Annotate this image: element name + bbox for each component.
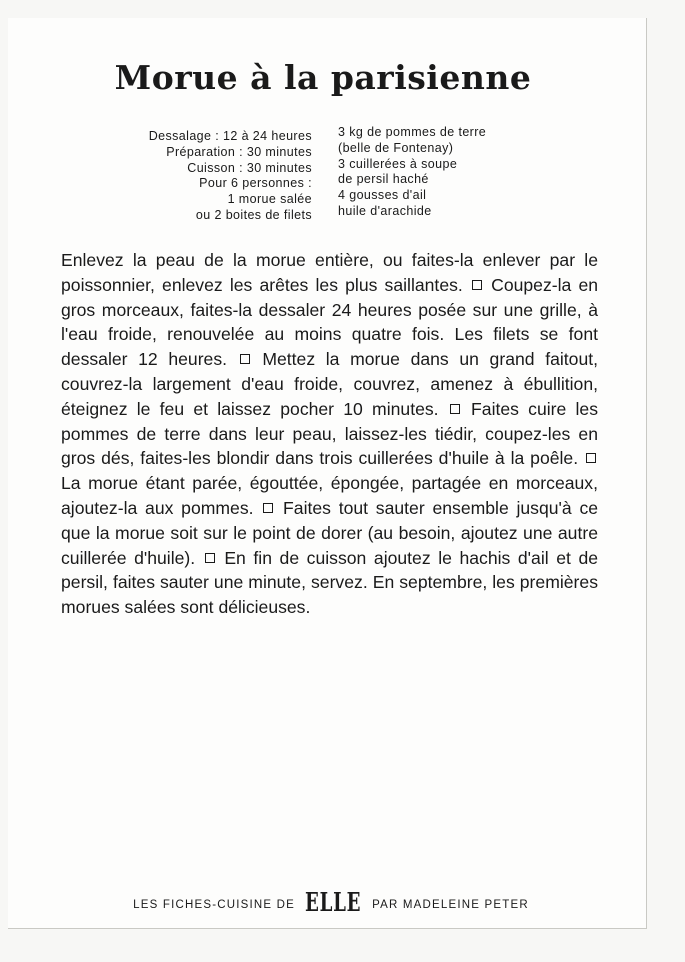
step-text: Enlevez la peau de la morue entière, ou faites-la enlever par le poissonnier, enlevez les arêtes les plus saillantes. xyxy=(61,250,598,295)
step-text: Faites tout sauter ensemble jusqu'à ce que la morue soit sur le point de dorer (au besoin, ajoutez une autre cuillerée d'huile). xyxy=(61,497,599,568)
ingredient-line: 3 kg de pommes de terre xyxy=(338,125,487,139)
ingredient-line: huile d'arachide xyxy=(338,203,432,218)
recipe-instructions xyxy=(61,248,598,620)
recipe-card xyxy=(8,18,647,929)
info-line: Cuisson : 30 minutes xyxy=(187,160,312,175)
step-text: Mettez la morue dans un grand faitout, couvrez-la largement d'eau froide, couvrez, amenez à ébullition, éteignez le feu et laissez pocher 10 minutes. xyxy=(61,349,599,419)
ingredient-line: 4 gousses d'ail xyxy=(338,188,427,203)
info-line: Préparation : 30 minutes xyxy=(166,144,312,159)
step-text: Faites cuire les pommes de terre dans leur peau, laissez-les tiédir, coupez-les en gros dés, faites-les blondir dans trois cuillerées d'huile à la poêle. xyxy=(61,398,599,469)
info-line: ou 2 boites de filets xyxy=(195,207,312,222)
step-text: La morue étant parée, égouttée, épongée, partagée en morceaux, ajoutez-la aux pommes. xyxy=(61,473,598,518)
step-text: En fin de cuisson ajoutez le hachis d'ail et de persil, faites sauter une minute, servez. En septembre, les premières morues salées sont délicieuses. xyxy=(61,547,599,618)
step-separator-icon xyxy=(586,453,596,463)
recipe-title: Morue à la parisienne xyxy=(114,58,532,97)
preparation-info xyxy=(48,129,312,224)
step-separator-icon xyxy=(263,503,273,513)
step-separator-icon xyxy=(205,553,215,563)
ingredient-line: 3 cuillerées à soupe xyxy=(338,156,458,171)
ingredient-line: (belle de Fontenay) xyxy=(338,140,454,155)
step-separator-icon xyxy=(240,354,250,364)
step-separator-icon xyxy=(472,280,482,290)
ingredient-line: de persil haché xyxy=(338,172,429,187)
footer-credit xyxy=(8,888,654,918)
info-line: Pour 6 personnes : xyxy=(199,176,312,191)
ingredients-list xyxy=(338,125,568,220)
info-line: 1 morue salée xyxy=(227,192,312,207)
step-text: Coupez-la en gros morceaux, faites-la dessaler 24 heures posée sur une grille, à l'eau froide, renouvelée au moins quatre fois. Les filets se font dessaler 12 heures. xyxy=(61,274,599,370)
step-separator-icon xyxy=(450,404,460,414)
footer-prefix: LES FICHES-CUISINE DE xyxy=(133,899,296,911)
footer-suffix: PAR MADELEINE PETER xyxy=(372,899,529,911)
info-line: Dessalage : 12 à 24 heures xyxy=(148,129,312,143)
elle-logo: ELLE xyxy=(305,888,362,918)
